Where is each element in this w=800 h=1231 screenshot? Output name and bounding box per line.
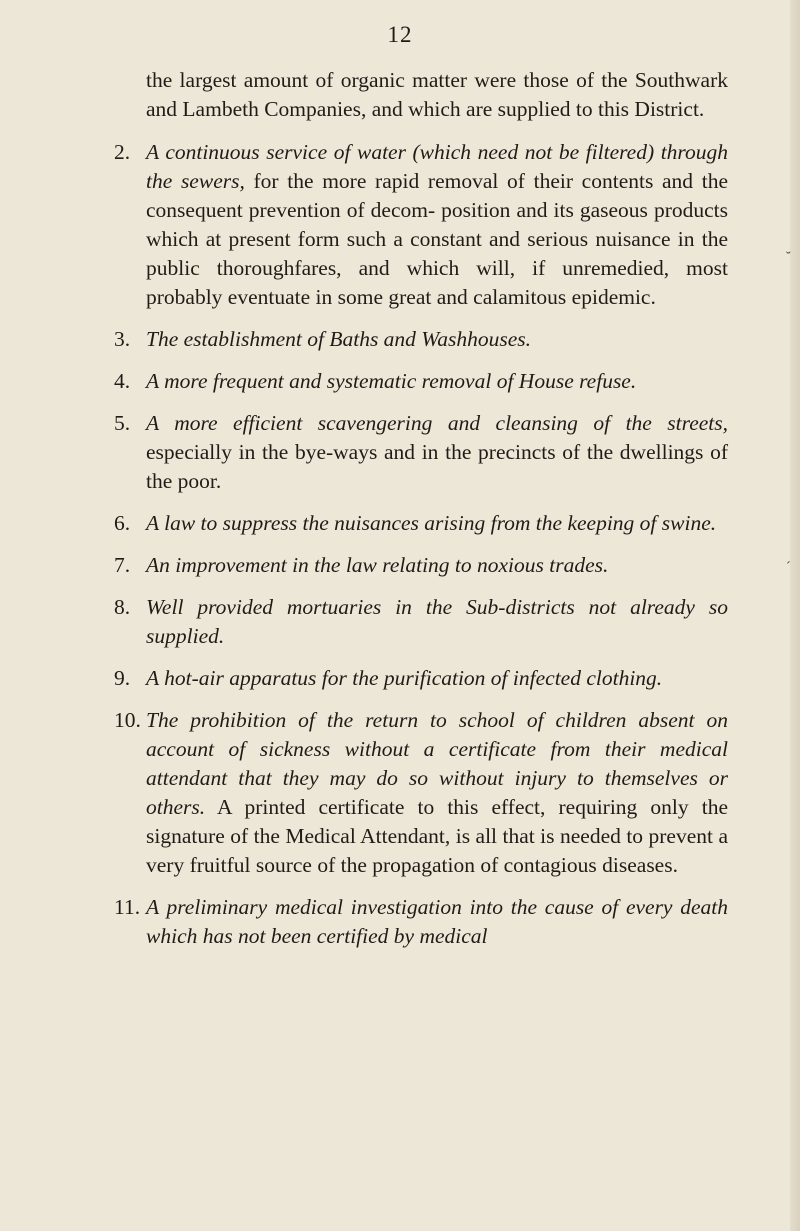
list-item-3 [114,325,728,354]
item-number: 2. [114,140,131,164]
item-heading: A hot-air apparatus for the purification of infected clothing. [146,666,663,690]
list-item-5 [114,409,728,496]
item-body: A printed certificate to this effect, requiring only the signature of the Medical Attendant, is all that is needed to prevent a very fruitful source of the propagation of contagious diseases. [146,795,728,877]
item-number: 4. [114,369,131,393]
list-item-4 [114,367,728,396]
item-number: 5. [114,411,131,435]
item-heading: An improvement in the law relating to noxious trades. [146,553,609,577]
item-body: especially in the bye-ways and in the precincts of the dwellings of the poor. [146,440,728,493]
list-item-11 [114,893,728,951]
page-edge [790,0,800,1231]
item-number: 11. [114,895,141,919]
item-number: 10. [114,708,141,732]
item-heading: The prohibition of the return to school of children absent on account of sickness without a certificate from their medical attendant that they may do so without injury to themselves or others. [146,708,728,819]
list-item-2 [114,138,728,312]
item-heading: A more frequent and systematic removal of House refuse. [146,369,637,393]
list-item-9 [114,664,728,693]
intro-paragraph: the largest amount of organic matter were those of the Southwark and Lambeth Companies, and which are supplied to this District. [146,68,728,121]
item-number: 3. [114,327,131,351]
list-item-8 [114,593,728,651]
list-item-7 [114,551,728,580]
item-heading: The establishment of Baths and Washhouses. [146,327,532,351]
item-heading: A continuous service of water (which need not be filtered) through the sewers, [146,140,728,193]
item-number: 9. [114,666,131,690]
item-body: for the more rapid removal of their contents and the consequent prevention of decom- position and its gaseous products which at present form such a constant and serious nuisance in the public thoroughfares, and which will, if unremedied, most probably eventuate in some great and calamitous epidemic. [146,169,728,309]
item-number: 6. [114,511,131,535]
margin-mark: ˊ [786,560,791,575]
margin-mark: ˘ [786,250,791,265]
item-heading: A more efficient scavengering and cleansing of the streets, [146,411,728,435]
list-item-6 [114,509,728,538]
item-heading: A preliminary medical investigation into the cause of every death which has not been certified by medical [146,895,728,948]
item-number: 7. [114,553,131,577]
item-heading: A law to suppress the nuisances arising from the keeping of swine. [146,511,717,535]
page-number: 12 [387,22,413,47]
list-item-10 [114,706,728,880]
item-number: 8. [114,595,131,619]
item-heading: Well provided mortuaries in the Sub-districts not already so supplied. [146,595,728,648]
body-text [114,66,728,964]
